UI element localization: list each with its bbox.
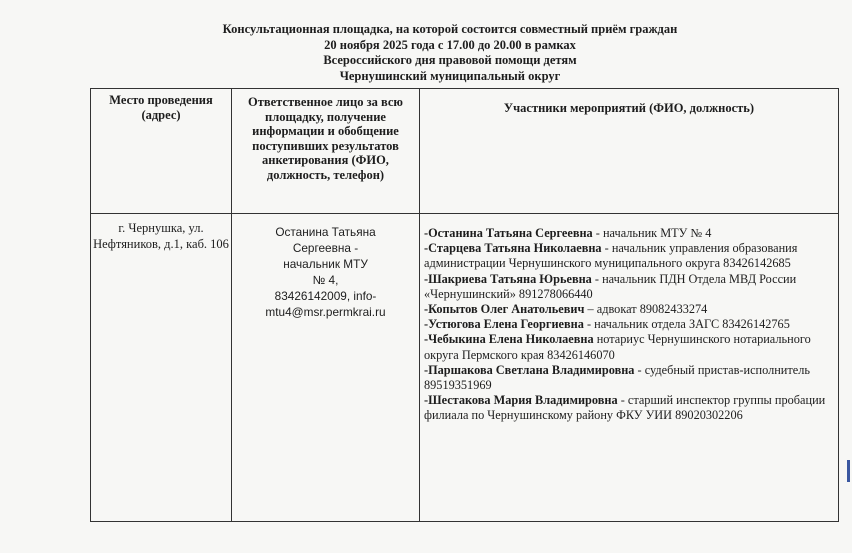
participant-item [424,363,834,393]
participant-item [424,393,834,423]
participant-item [424,332,834,362]
header-responsible: Ответственное лицо за всю площадку, получение информации и обобщение поступивших результатов анкетирования (ФИО, должность, телефон) [232,89,420,214]
title-line-3: Всероссийского дня правовой помощи детям [323,53,577,67]
responsible-line: 83426142009, info- [274,289,377,303]
participant-name: -Копытов Олег Анатольевич [424,302,585,317]
participant-role: - начальник управления образования администрации Чернушинского муниципального округа 83426142685 [424,241,798,271]
participant-name: -Чебыкина Елена Николаевна [424,332,594,347]
responsible-line: Сергеевна - [292,241,359,255]
table-header-row [91,89,839,214]
title-line-2: 20 ноября 2025 года с 17.00 до 20.00 в рамках [324,37,576,52]
title-line-4: Чернушинский муниципальный округ [339,68,561,83]
responsible-line: mtu4@msr.permkrai.ru [265,305,386,319]
responsible-line: начальник МТУ [283,257,368,271]
participant-name: -Шестакова Мария Владимировна [424,393,618,408]
events-table [90,88,839,522]
participant-role: - начальник ПДН Отдела МВД России «Чернушинский» 891278066440 [424,271,797,301]
participant-item [424,272,834,302]
participant-name: -Останина Татьяна Сергеевна [424,226,593,240]
participant-name: -Шакриева Татьяна Юрьевна [424,271,592,286]
header-participants: Участники мероприятий (ФИО, должность) [420,89,839,214]
header-location: Место проведения (адрес) [91,89,232,214]
table-row [91,214,839,522]
participant-item [424,226,834,241]
participant-role: - начальник отдела ЗАГС 83426142765 [583,317,790,332]
responsible-line: № 4, [312,273,339,287]
scroll-edge-marker [847,460,850,482]
responsible-line: Останина Татьяна [275,225,376,239]
location-cell: г. Чернушка, ул. Нефтяников, д.1, каб. 106 [91,214,232,522]
participant-role: - начальник МТУ № 4 [592,226,712,240]
participant-name: -Старцева Татьяна Николаевна [424,241,602,256]
participant-item [424,302,834,317]
participant-role: - старший инспектор группы пробации филиала по Чернушинскому району ФКУ УИИ 89020302206 [424,393,826,423]
participant-name: -Паршакова Светлана Владимировна [424,362,635,377]
participant-role: нотариус Чернушинского нотариального округа Пермского края 83426146070 [424,332,811,362]
title-line-1: Консультационная площадка, на которой состоится совместный приём граждан [222,22,678,36]
participant-role: – адвокат 89082433274 [584,302,708,317]
document-title [140,22,760,84]
responsible-cell [232,214,420,522]
participant-role: - судебный пристав-исполнитель 89519351969 [424,362,810,393]
participants-cell [420,214,839,522]
participant-item [424,317,834,332]
participant-name: -Устюгова Елена Георгиевна [424,317,584,332]
participant-item [424,241,834,271]
